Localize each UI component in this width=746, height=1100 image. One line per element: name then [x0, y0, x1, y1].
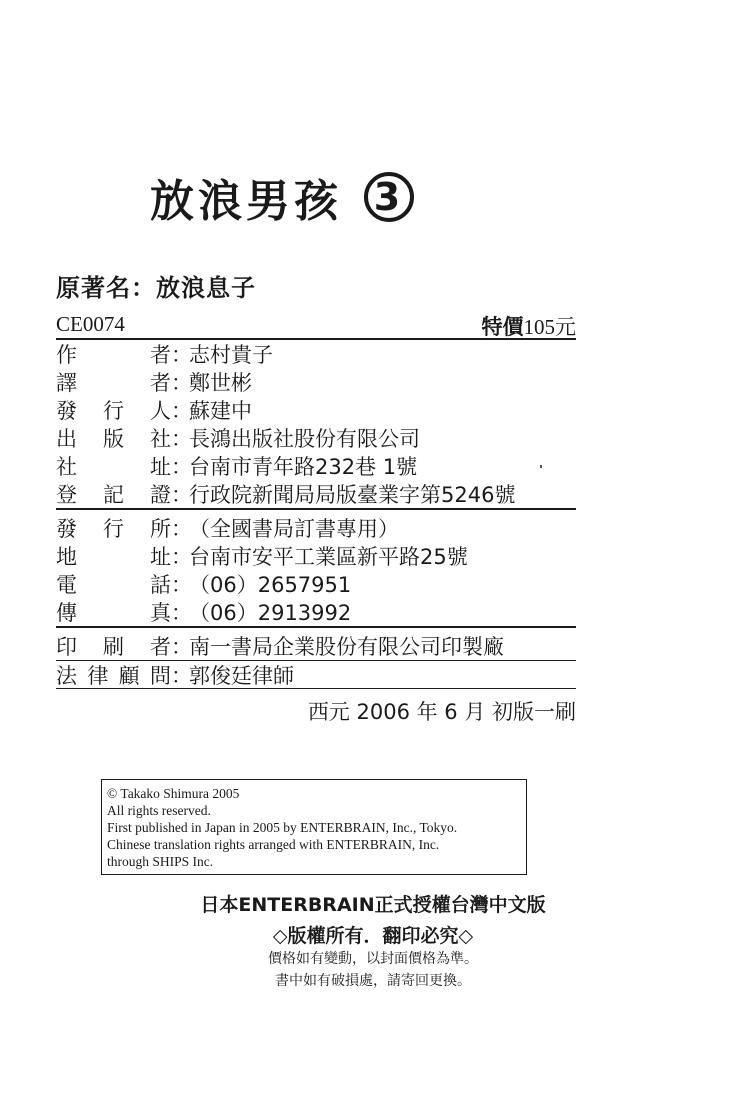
credit-value: 志村貴子 — [189, 343, 273, 367]
credit-label — [56, 339, 171, 369]
credit-label — [56, 395, 171, 425]
credit-label — [56, 513, 171, 543]
copyright-box — [101, 779, 527, 875]
credit-row — [56, 662, 576, 688]
credits-block-distribution — [56, 514, 576, 628]
credit-label — [56, 423, 171, 453]
credit-label-char: 傳 — [56, 601, 77, 625]
price-label: 特價 — [481, 315, 524, 339]
credit-row — [56, 542, 576, 570]
credit-value: 行政院新聞局局版臺業字第5246號 — [189, 483, 516, 507]
credits-block-printer — [56, 632, 576, 661]
credit-label-char: 譯 — [56, 371, 77, 395]
copyright-line: © Takako Shimura 2005 — [107, 786, 240, 801]
copyright-line: All rights reserved. — [107, 803, 211, 818]
copyright-line: through SHIPS Inc. — [107, 854, 214, 869]
credit-label-char: 址 — [150, 545, 171, 569]
credits-block-publisher — [56, 340, 576, 510]
credit-label-char: 社 — [150, 427, 171, 451]
credit-value: 南一書局企業股份有限公司印製廠 — [189, 635, 504, 659]
credit-colon: ： — [171, 517, 192, 541]
credit-colon: ： — [171, 664, 192, 688]
credit-label — [56, 597, 171, 627]
credit-label-char: 法 — [56, 664, 77, 688]
credit-row — [56, 368, 576, 396]
credit-label — [56, 660, 171, 690]
credit-colon: ： — [171, 635, 192, 659]
credit-row — [56, 598, 576, 626]
price — [482, 311, 577, 341]
credit-label-char: 話 — [150, 573, 171, 597]
credit-label-char: 地 — [56, 545, 77, 569]
price-value: 105元 — [523, 315, 576, 339]
credit-label-char: 登 — [56, 483, 77, 507]
credit-colon: ： — [171, 483, 192, 507]
credit-colon: ： — [171, 455, 192, 479]
credit-row — [56, 632, 576, 660]
product-code: CE0074 — [56, 312, 125, 336]
credit-row — [56, 424, 576, 452]
credit-label-char: 記 — [103, 483, 124, 507]
edition-info: 西元 2006 年 6 月 初版一刷 — [307, 700, 576, 724]
credit-row — [56, 452, 576, 480]
credit-value: （06）2913992 — [189, 601, 352, 625]
credit-colon: ： — [171, 573, 192, 597]
rights-reserved-line: ◇版權所有．翻印必究◇ — [272, 925, 474, 947]
credit-label-char: 者 — [150, 343, 171, 367]
credit-colon: ： — [171, 427, 192, 451]
credit-label-char: 者 — [150, 371, 171, 395]
credit-label-char: 人 — [150, 399, 171, 423]
credit-label-char: 真 — [150, 601, 171, 625]
credit-label-char: 刷 — [103, 635, 124, 659]
credit-value: 鄭世彬 — [189, 371, 252, 395]
book-title-text: 放浪男孩 — [150, 176, 342, 227]
credit-value: 台南市青年路232巷 1號 — [189, 455, 418, 479]
damage-notice-line: 書中如有破損處，請寄回更換。 — [275, 973, 471, 989]
credit-row — [56, 340, 576, 368]
credit-row — [56, 514, 576, 542]
credit-value: 蘇建中 — [189, 399, 252, 423]
authorization-line: 日本ENTERBRAIN正式授權台灣中文版 — [200, 894, 546, 916]
credit-colon: ： — [171, 545, 192, 569]
credit-label-char: 行 — [103, 517, 124, 541]
credit-label — [56, 631, 171, 661]
copyright-line: Chinese translation rights arranged with ENTERBRAIN, Inc. — [107, 837, 440, 852]
credit-label-char: 律 — [87, 664, 109, 688]
credit-label-char: 發 — [56, 517, 77, 541]
credit-row — [56, 570, 576, 598]
credit-label-char: 所 — [150, 517, 171, 541]
credit-label-char: 發 — [56, 399, 77, 423]
credit-value: 台南市安平工業區新平路25號 — [189, 545, 468, 569]
credit-colon: ： — [171, 399, 192, 423]
credit-label-char: 者 — [150, 635, 171, 659]
credit-label-char: 址 — [150, 455, 171, 479]
credit-label — [56, 479, 171, 509]
credit-label-char: 電 — [56, 573, 77, 597]
code-price-row — [56, 312, 576, 340]
credit-label — [56, 367, 171, 397]
price-notice-line: 價格如有變動，以封面價格為準。 — [268, 951, 478, 967]
credit-colon: ： — [171, 601, 192, 625]
credit-label-char: 問 — [149, 664, 171, 688]
credit-colon: ： — [171, 371, 192, 395]
original-title: 原著名：放浪息子 — [56, 274, 256, 302]
credit-row — [56, 396, 576, 424]
credit-label-char: 作 — [56, 343, 77, 367]
credit-label — [56, 569, 171, 599]
credit-label — [56, 541, 171, 571]
credit-label-char: 行 — [103, 399, 124, 423]
credit-value: （全國書局訂書專用） — [189, 517, 399, 541]
credit-value: 長鴻出版社股份有限公司 — [189, 427, 420, 451]
credit-label-char: 印 — [56, 635, 77, 659]
credit-label-char: 出 — [56, 427, 77, 451]
credit-label-char: 顧 — [118, 664, 140, 688]
credit-row — [56, 480, 576, 508]
credit-label — [56, 451, 171, 481]
book-title — [150, 165, 414, 229]
credit-value: （06）2657951 — [189, 573, 352, 597]
credit-label-char: 版 — [103, 427, 124, 451]
volume-number-badge: 3 — [364, 172, 414, 222]
credit-value: 郭俊廷律師 — [189, 664, 294, 688]
credit-colon: ： — [171, 343, 192, 367]
scan-speck — [540, 465, 542, 468]
credit-label-char: 證 — [150, 483, 171, 507]
copyright-line: First published in Japan in 2005 by ENTERBRAIN, Inc., Tokyo. — [107, 820, 458, 835]
credit-label-char: 社 — [56, 455, 77, 479]
credits-block-legal — [56, 662, 576, 689]
